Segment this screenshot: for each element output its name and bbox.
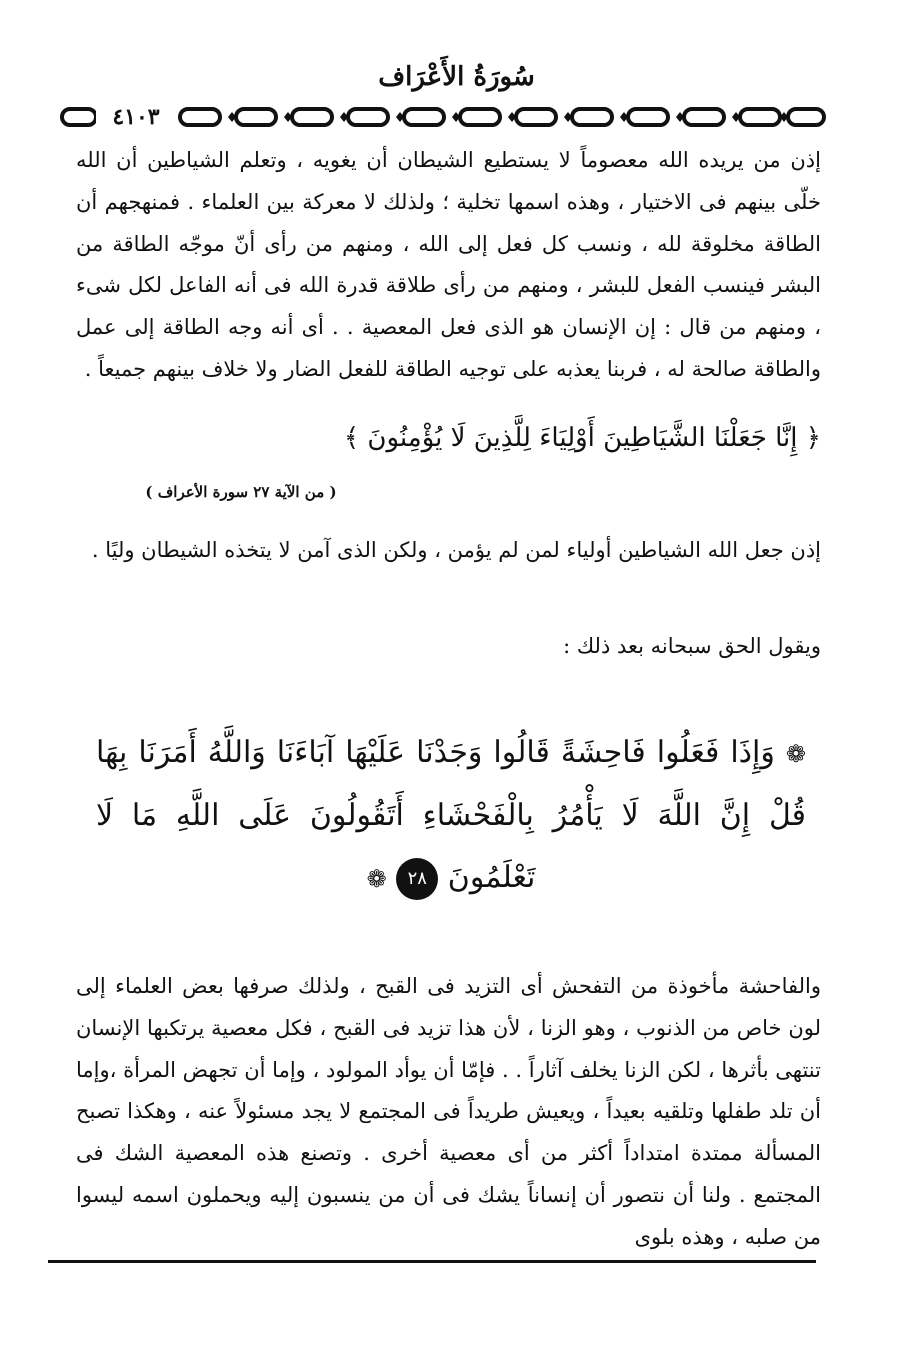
verse-27-reference: ( من الآية ٢٧ سورة الأعراف ) <box>145 483 337 501</box>
ayah-number-badge: ٢٨ <box>396 858 438 900</box>
surah-title: سُورَةُ الأَعْرَاف <box>378 62 535 92</box>
verse-start-ornament-icon: ❁ <box>785 740 806 768</box>
verse-open-bracket: ﴿ <box>805 423 821 453</box>
verse-end-ornament-icon: ❁ <box>366 865 387 893</box>
paragraph-4: والفاحشة مأخوذة من التفحش أى التزيد فى القبح ، ولذلك صرفها بعض العلماء إلى لون خاص من الذنوب ، وهو الزنا ، لأن هذا تزيد فى القبح ، فكل معصية يرتكبها الإنسان تنتهى بأثرها ، لكن الزنا يخلف آثاراً . . فإمّا أن يوأد المولود ، وإما أن تجهض المرأة ،وإما أن تلد طفلها وتلقيه بعيداً ، ويعيش طريداً فى المجتمع لا يجد مسئولاً عنه ، وهكذا تصبح المسألة ممتدة امتداداً أكثر من أى معصية أخرى . وتصنع هذه المعصية الشك فى المجتمع . ولنا أن نتصور أن إنساناً يشك فى أن من ينسبون إليه ويحملون اسمه ليسوا من صلبه ، وهذه بلوى <box>76 974 821 1249</box>
quran-verse-28 <box>96 722 806 910</box>
footer-rule <box>48 1260 816 1263</box>
verse-27-text: إِنَّا جَعَلْنَا الشَّيَاطِينَ أَوْلِيَاءَ لِلَّذِينَ لَا يُؤْمِنُونَ <box>367 423 798 453</box>
verse-close-bracket: ﴾ <box>343 423 360 453</box>
paragraph-1: إذن من يريده الله معصوماً لا يستطيع الشيطان أن يغويه ، وتعلم الشياطين أن الله خلّى بينهم فى الاختيار ، وهذه اسمها تخلية ؛ ولذلك لا معركة بين العلماء . فمنهجهم أن الطاقة مخلوقة لله ، ونسب كل فعل إلى الله ، ومنهم من رأى أنّ موجّه الطاقة من البشر فينسب الفعل للبشر ، ومنهم من رأى طلاقة قدرة الله فى أنه الفاعل لكل شىء ، ومنهم من قال : إن الإنسان هو الذى فعل المعصية . . أى أنه وجه الطاقة إلى عمل والطاقة صالحة له ، فربنا يعذبه على توجيه الطاقة للفعل الضار ولا خلاف بينهم جميعاً . <box>76 148 821 381</box>
verse-28-text: وَإِذَا فَعَلُوا فَاحِشَةً قَالُوا وَجَدْنَا عَلَيْهَا آبَاءَنَا وَاللَّهُ أَمَرَنَا بِهَا قُلْ إِنَّ اللَّهَ لَا يَأْمُرُ بِالْفَحْشَاءِ أَتَقُولُونَ عَلَى اللَّهِ مَا لَا تَعْلَمُونَ <box>96 735 806 895</box>
paragraph-3: ويقول الحق سبحانه بعد ذلك : <box>563 634 821 658</box>
quran-verse-27 <box>76 418 821 458</box>
paragraph-2: إذن جعل الله الشياطين أولياء لمن لم يؤمن ، ولكن الذى آمن لا يتخذه الشيطان وليًا . <box>91 538 821 562</box>
page-number: ٤١٠٣ <box>96 102 176 132</box>
